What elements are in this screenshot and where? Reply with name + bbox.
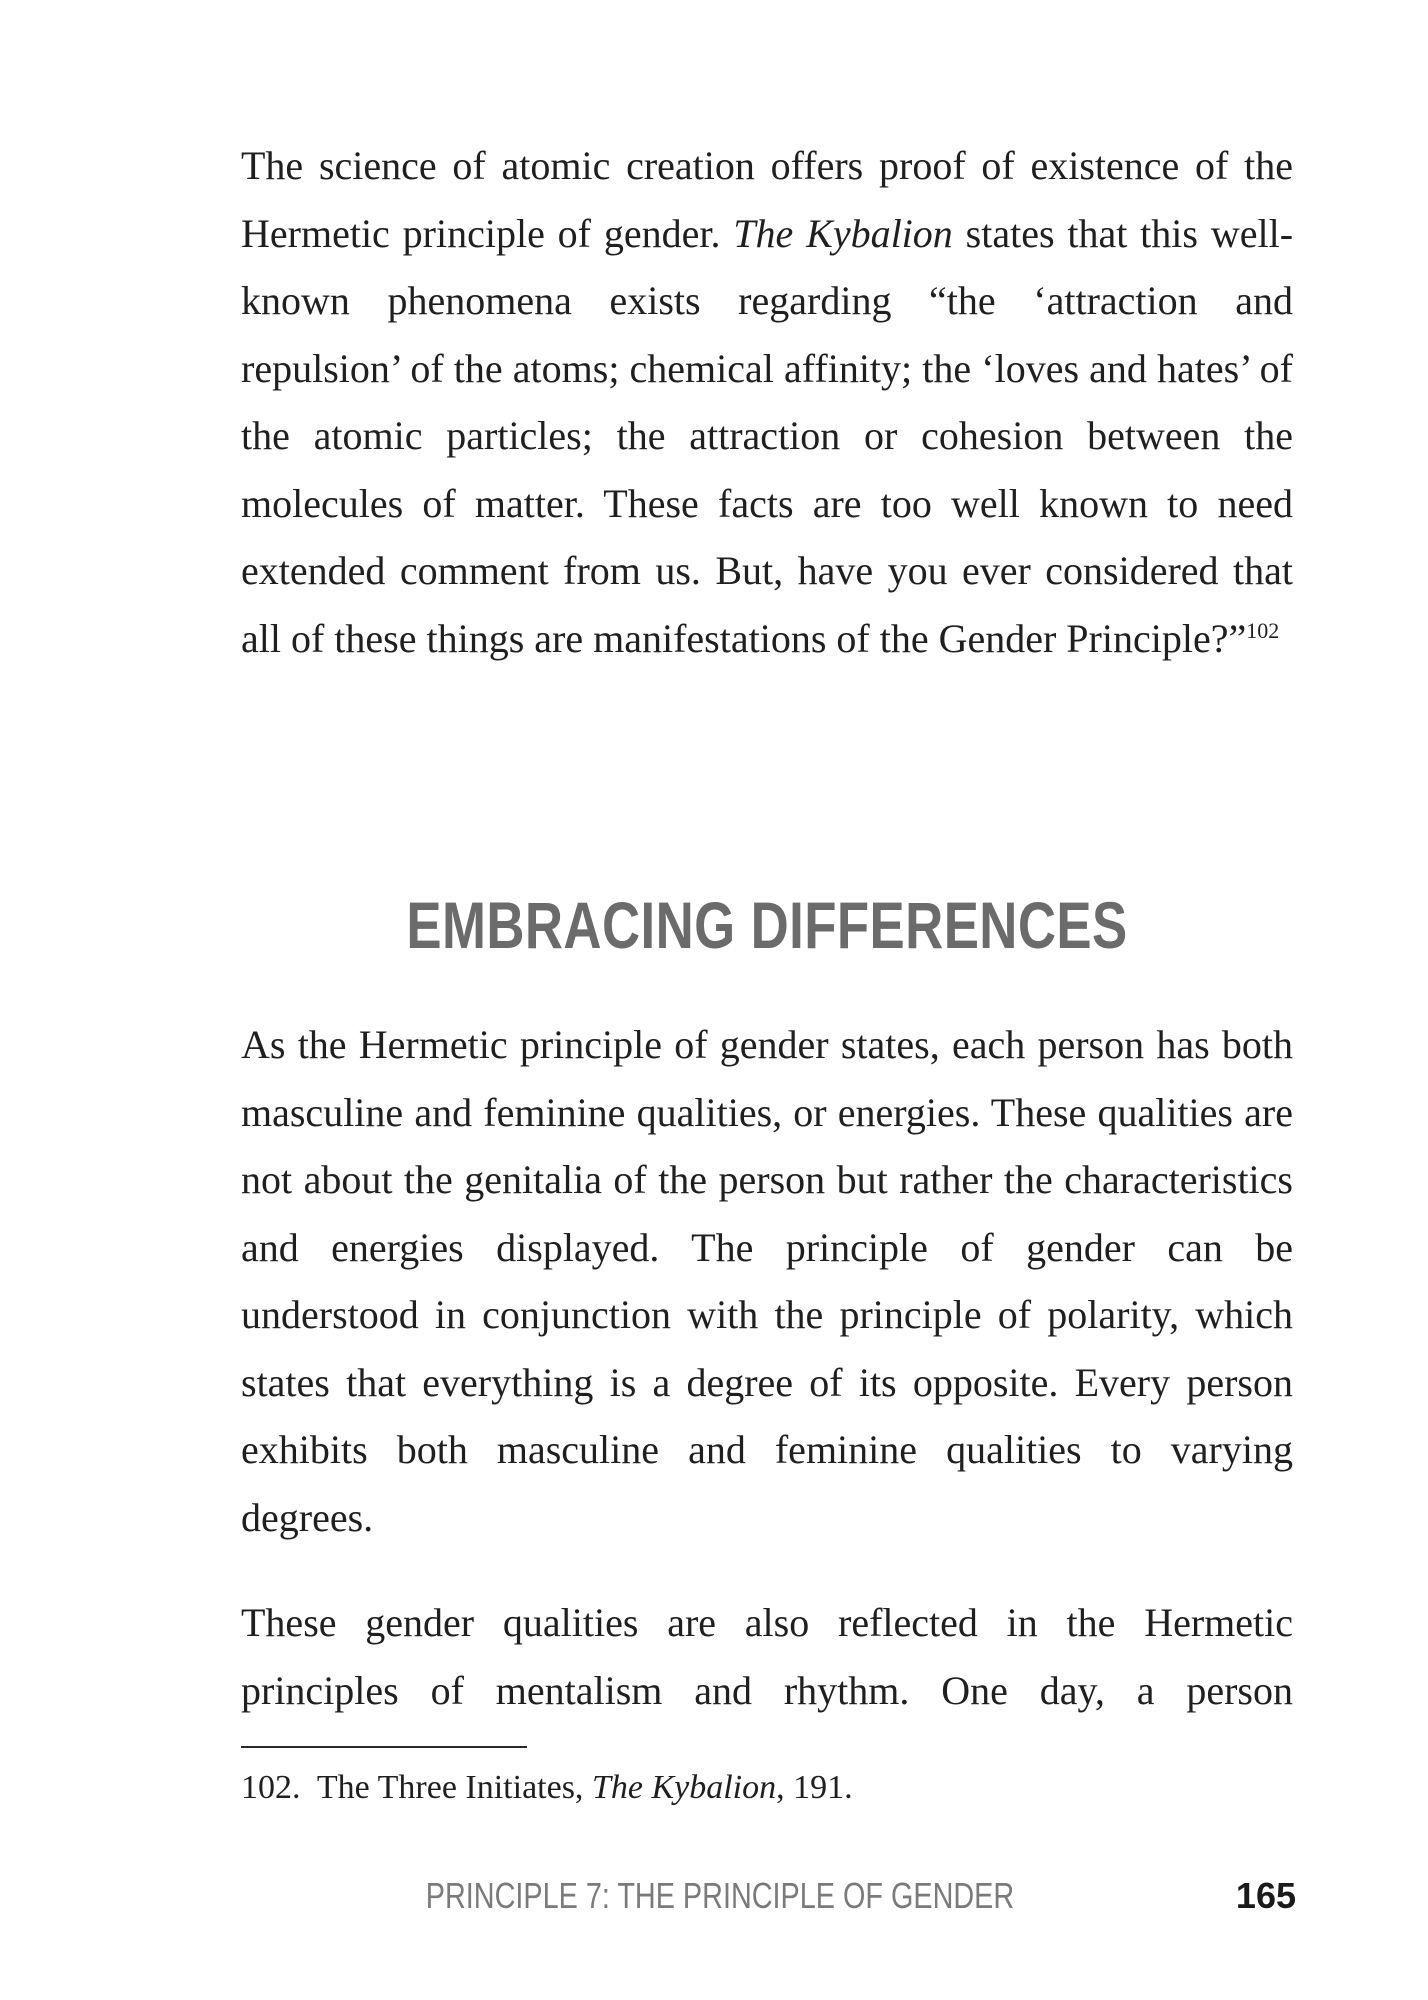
running-head: PRINCIPLE 7: THE PRINCIPLE OF GENDER [425,1875,1015,1916]
footnote-divider [241,1746,527,1748]
footnote-title: The Kybalion [591,1769,777,1806]
book-title-kybalion: The Kybalion [733,210,953,256]
paragraph-1-text-start: The science of atomic creation offers proof of existence of the Hermetic principle of gender. [241,143,1293,256]
page-number: 165 [1235,1875,1296,1916]
body-paragraph-3: These gender qualities are also reflected in the Hermetic principles of mentalism and rhythm. One day, a person [241,1600,1293,1713]
body-paragraph-2: As the Hermetic principle of gender states, each person has both masculine and feminine qualities, or energies. These qualities are not about the genitalia of the person but rather the characteristics and energies displayed. The principle of gender can be understood in conjunction with the principle of polarity, which states that everything is a degree of its opposite. Every person exhibits both masculine and feminine qualities to varying degrees. [241,1022,1293,1540]
footnote-author: The Three Initiates, [316,1769,592,1806]
footnote-number: 102. [241,1769,301,1806]
paragraph-1-text-end: states that this well-known phenomena exists regarding “the ‘attraction and repulsion’ of the atoms; chemical affinity; the ‘loves and hates’ of the atomic particles; the attraction or cohesion between the molecules of matter. These facts are too well known to need extended comment from us. But, have you ever considered that all of these things are manifestations of the Gender Principle?” [241,210,1294,661]
section-heading: EMBRACING DIFFERENCES [406,888,1128,962]
footnote-page: , 191. [776,1769,853,1806]
body-paragraph-1 [241,132,1293,672]
footnote-reference[interactable]: 102 [1246,617,1280,643]
footnote [241,1768,853,1808]
